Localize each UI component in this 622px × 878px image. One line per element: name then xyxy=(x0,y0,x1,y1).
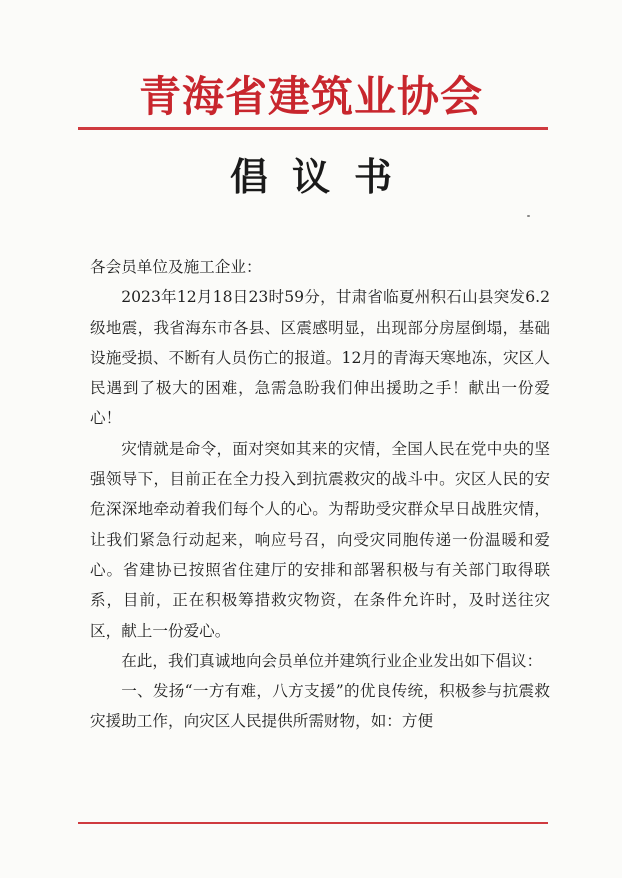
scan-speck xyxy=(527,215,530,217)
paragraph-2: 灾情就是命令，面对突如其来的灾情，全国人民在党中央的坚强领导下，目前正在全力投入到抗震救灾的战斗中。灾区人民的安危深深地牵动着我们每个人的心。为帮助受灾群众早日战胜灾情，让我们紧急行动起来，响应号召，向受灾同胞传递一份温暖和爱心。省建协已按照省住建厅的安排和部署积极与有关部门取得联系，目前，正在积极筹措救灾物资，在条件允许时，及时送往灾区，献上一份爱心。 xyxy=(90,439,550,640)
footer-divider xyxy=(78,822,548,824)
document-body xyxy=(90,252,550,737)
letterhead-divider-top xyxy=(78,127,548,130)
paragraph-1: 2023年12月18日23时59分，甘肃省临夏州积石山县突发6.2级地震，我省海东市各县、区震感明显，出现部分房屋倒塌，基础设施受损、不断有人员伤亡的报道。12月的青海天寒地冻，灾区人民遇到了极大的困难，急需急盼我们伸出援助之手！献出一份爱心！ xyxy=(90,288,550,428)
paragraph-3: 在此，我们真诚地向会员单位并建筑行业企业发出如下倡议： xyxy=(121,651,543,670)
paragraph-4: 一、发扬“一方有难，八方支援”的优良传统，积极参与抗震救灾援助工作，向灾区人民提供所需财物，如：方便 xyxy=(90,682,550,731)
salutation: 各会员单位及施工企业： xyxy=(90,258,262,276)
document-title: 倡议书 xyxy=(229,154,416,199)
letterhead-organization-name: 青海省建筑业协会 xyxy=(138,72,483,121)
